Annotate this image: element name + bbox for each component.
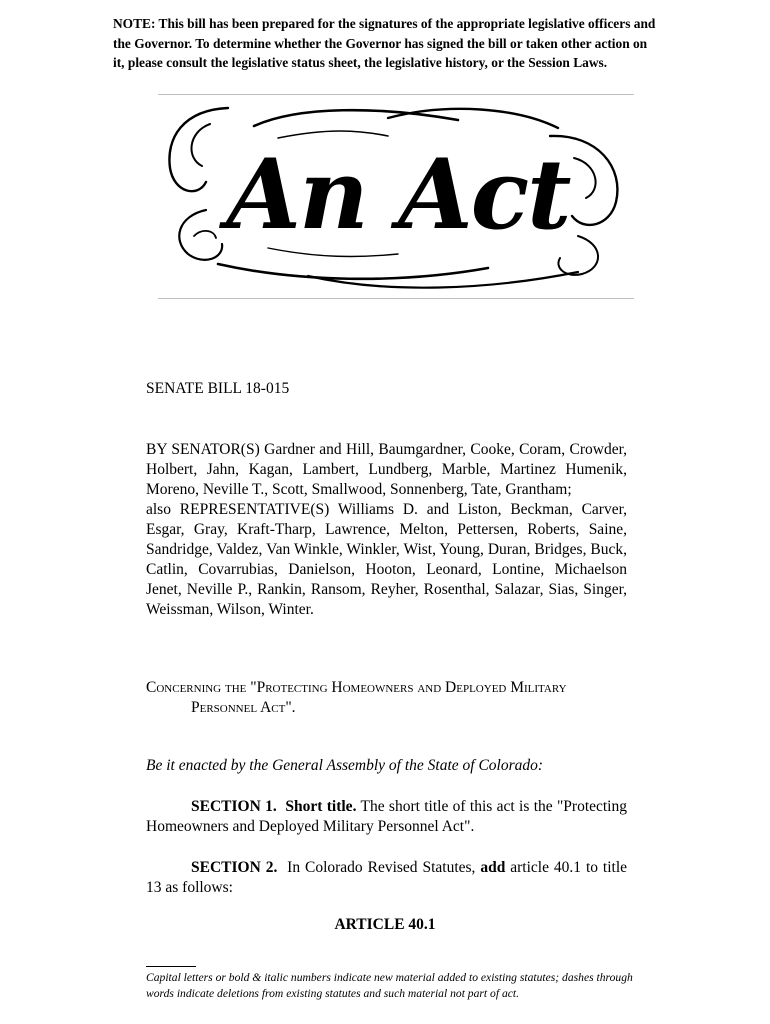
an-act-flourish-graphic (158, 98, 634, 296)
section-1-title: Short title. (285, 798, 357, 815)
bill-title (146, 678, 636, 718)
bill-title-line-1: Concerning the "Protecting Homeowners and Deployed Military (146, 679, 567, 696)
section-2-text-before: In Colorado Revised Statutes, (287, 859, 476, 876)
section-2-add-word: add (480, 859, 506, 876)
footnote-rule (146, 966, 196, 967)
banner-bottom-rule (158, 298, 634, 299)
legislative-note: NOTE: This bill has been prepared for the signatures of the appropriate legislative officers and the Governor. To determine whether the Governor has signed the bill or taken other action on it, please consult the legislative status sheet, the legislative history, or the Session Laws. (113, 16, 656, 70)
section-2-text-after: article 40.1 to title 13 as follows: (146, 859, 628, 896)
an-act-title: An Act (226, 138, 570, 251)
senator-sponsors: BY SENATOR(S) Gardner and Hill, Baumgardner, Cooke, Coram, Crowder, Holbert, Jahn, Kagan, Lambert, Lundberg, Marble, Martinez Humenik, Moreno, Neville T., Scott, Smallwood, Sonnenberg, Tate, Grantham; (146, 441, 627, 498)
article-heading: ARTICLE 40.1 (334, 916, 436, 933)
bill-title-line-2: Personnel Act". (191, 699, 296, 716)
enacting-clause: Be it enacted by the General Assembly of the State of Colorado: (146, 757, 544, 774)
section-2 (146, 858, 627, 898)
section-1-text: The short title of this act is the "Protecting Homeowners and Deployed Military Personnel Act". (146, 798, 627, 835)
bill-number: SENATE BILL 18-015 (146, 380, 290, 397)
an-act-banner (158, 98, 634, 296)
banner-top-rule (158, 94, 634, 95)
representative-sponsors: also REPRESENTATIVE(S) Williams D. and Liston, Beckman, Carver, Esgar, Gray, Kraft-Tharp, Lawrence, Melton, Pettersen, Roberts, Saine, Sandridge, Valdez, Van Winkle, Winkler, Wist, Young, Duran, Bridges, Buck, Catlin, Covarrubias, Danielson, Hooton, Leonard, Lontine, Michaelson Jenet, Neville P., Rankin, Ransom, Reyher, Rosenthal, Salazar, Sias, Singer, Weissman, Wilson, Winter. (146, 501, 627, 618)
section-1 (146, 797, 627, 837)
footnote: Capital letters or bold & italic numbers indicate new material added to existing statutes; dashes through words indicate deletions from existing statutes and such material not part of act. (146, 971, 633, 1000)
sponsors-block (146, 440, 627, 620)
section-2-heading: SECTION 2. (191, 859, 278, 876)
section-1-heading: SECTION 1. (191, 798, 277, 815)
